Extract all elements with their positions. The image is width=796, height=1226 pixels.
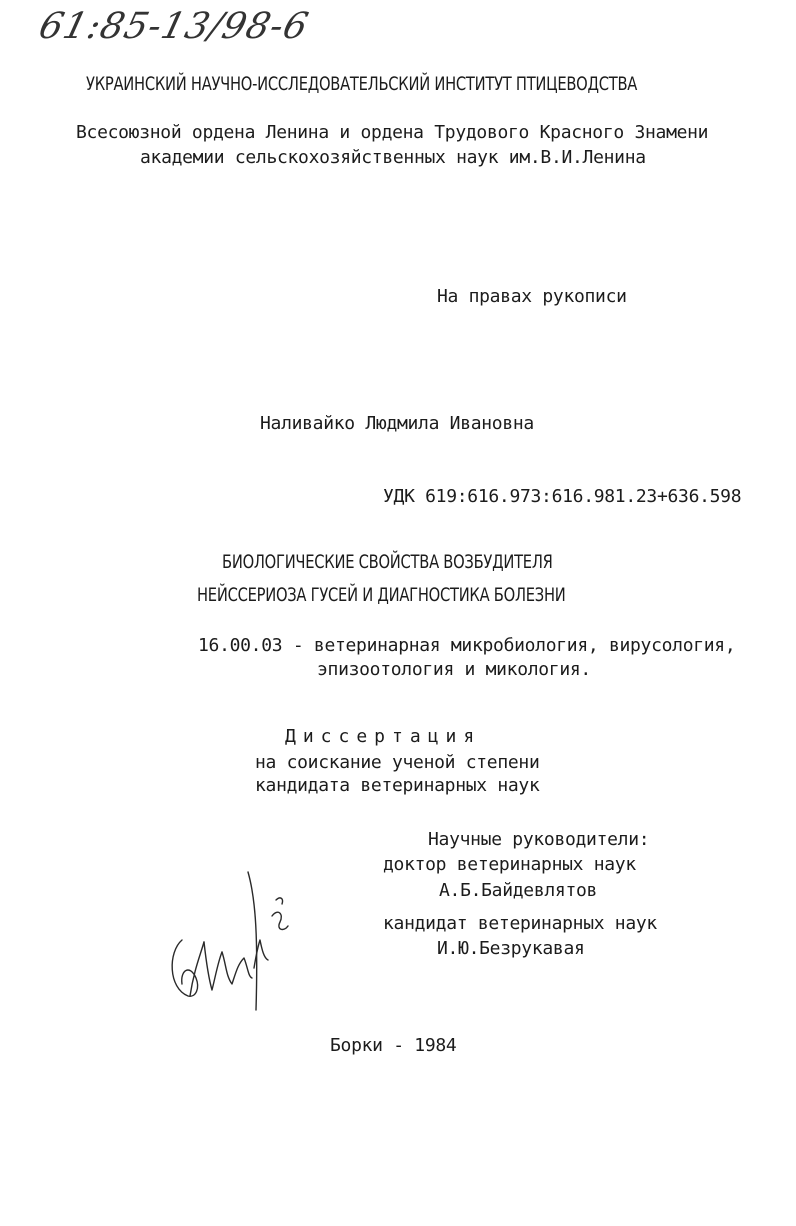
signature-stroke	[172, 940, 197, 996]
place-and-year: Борки - 1984	[330, 1035, 457, 1056]
supervisors-heading: Научные руководители:	[428, 829, 650, 850]
udc-code: УДК 619:616.973:616.981.23+636.598	[383, 486, 742, 507]
supervisor-2-name: И.Ю.Безрукавая	[437, 938, 585, 959]
specialty-line-2: эпизоотология и микология.	[317, 659, 591, 680]
title-line-2: НЕЙССЕРИОЗА ГУСЕЙ И ДИАГНОСТИКА БОЛЕЗНИ	[197, 584, 566, 606]
academy-line-2: академии сельскохозяйственных наук им.В.И.Ленина	[140, 147, 646, 168]
signature-icon	[160, 860, 310, 1020]
academy-line-1: Всесоюзной ордена Ленина и ордена Трудового Красного Знамени	[76, 122, 709, 143]
author-name: Наливайко Людмила Ивановна	[260, 413, 534, 434]
specialty-line-1: 16.00.03 - ветеринарная микробиология, вирусология,	[198, 635, 736, 656]
signature-stroke	[222, 952, 252, 984]
signature-stroke	[276, 898, 283, 904]
thesis-heading: Диссертация	[285, 726, 482, 747]
manuscript-rights: На правах рукописи	[437, 286, 627, 307]
title-line-1: БИОЛОГИЧЕСКИЕ СВОЙСТВА ВОЗБУДИТЕЛЯ	[222, 551, 553, 573]
thesis-line-1: на соискание ученой степени	[255, 752, 540, 773]
institute-name: УКРАИНСКИЙ НАУЧНО-ИССЛЕДОВАТЕЛЬСКИЙ ИНСТИТУТ ПТИЦЕВОДСТВА	[86, 73, 638, 95]
thesis-line-2: кандидата ветеринарных наук	[255, 775, 540, 796]
signature-stroke	[204, 942, 222, 990]
supervisor-1-degree: доктор ветеринарных наук	[383, 854, 636, 875]
signature-stroke	[248, 872, 257, 1010]
supervisor-1-name: А.Б.Байдевлятов	[439, 880, 598, 901]
signature-stroke	[272, 912, 288, 929]
supervisor-2-degree: кандидат ветеринарных наук	[383, 913, 657, 934]
handwritten-archive-number: 61:85-13/98-6	[34, 6, 313, 47]
